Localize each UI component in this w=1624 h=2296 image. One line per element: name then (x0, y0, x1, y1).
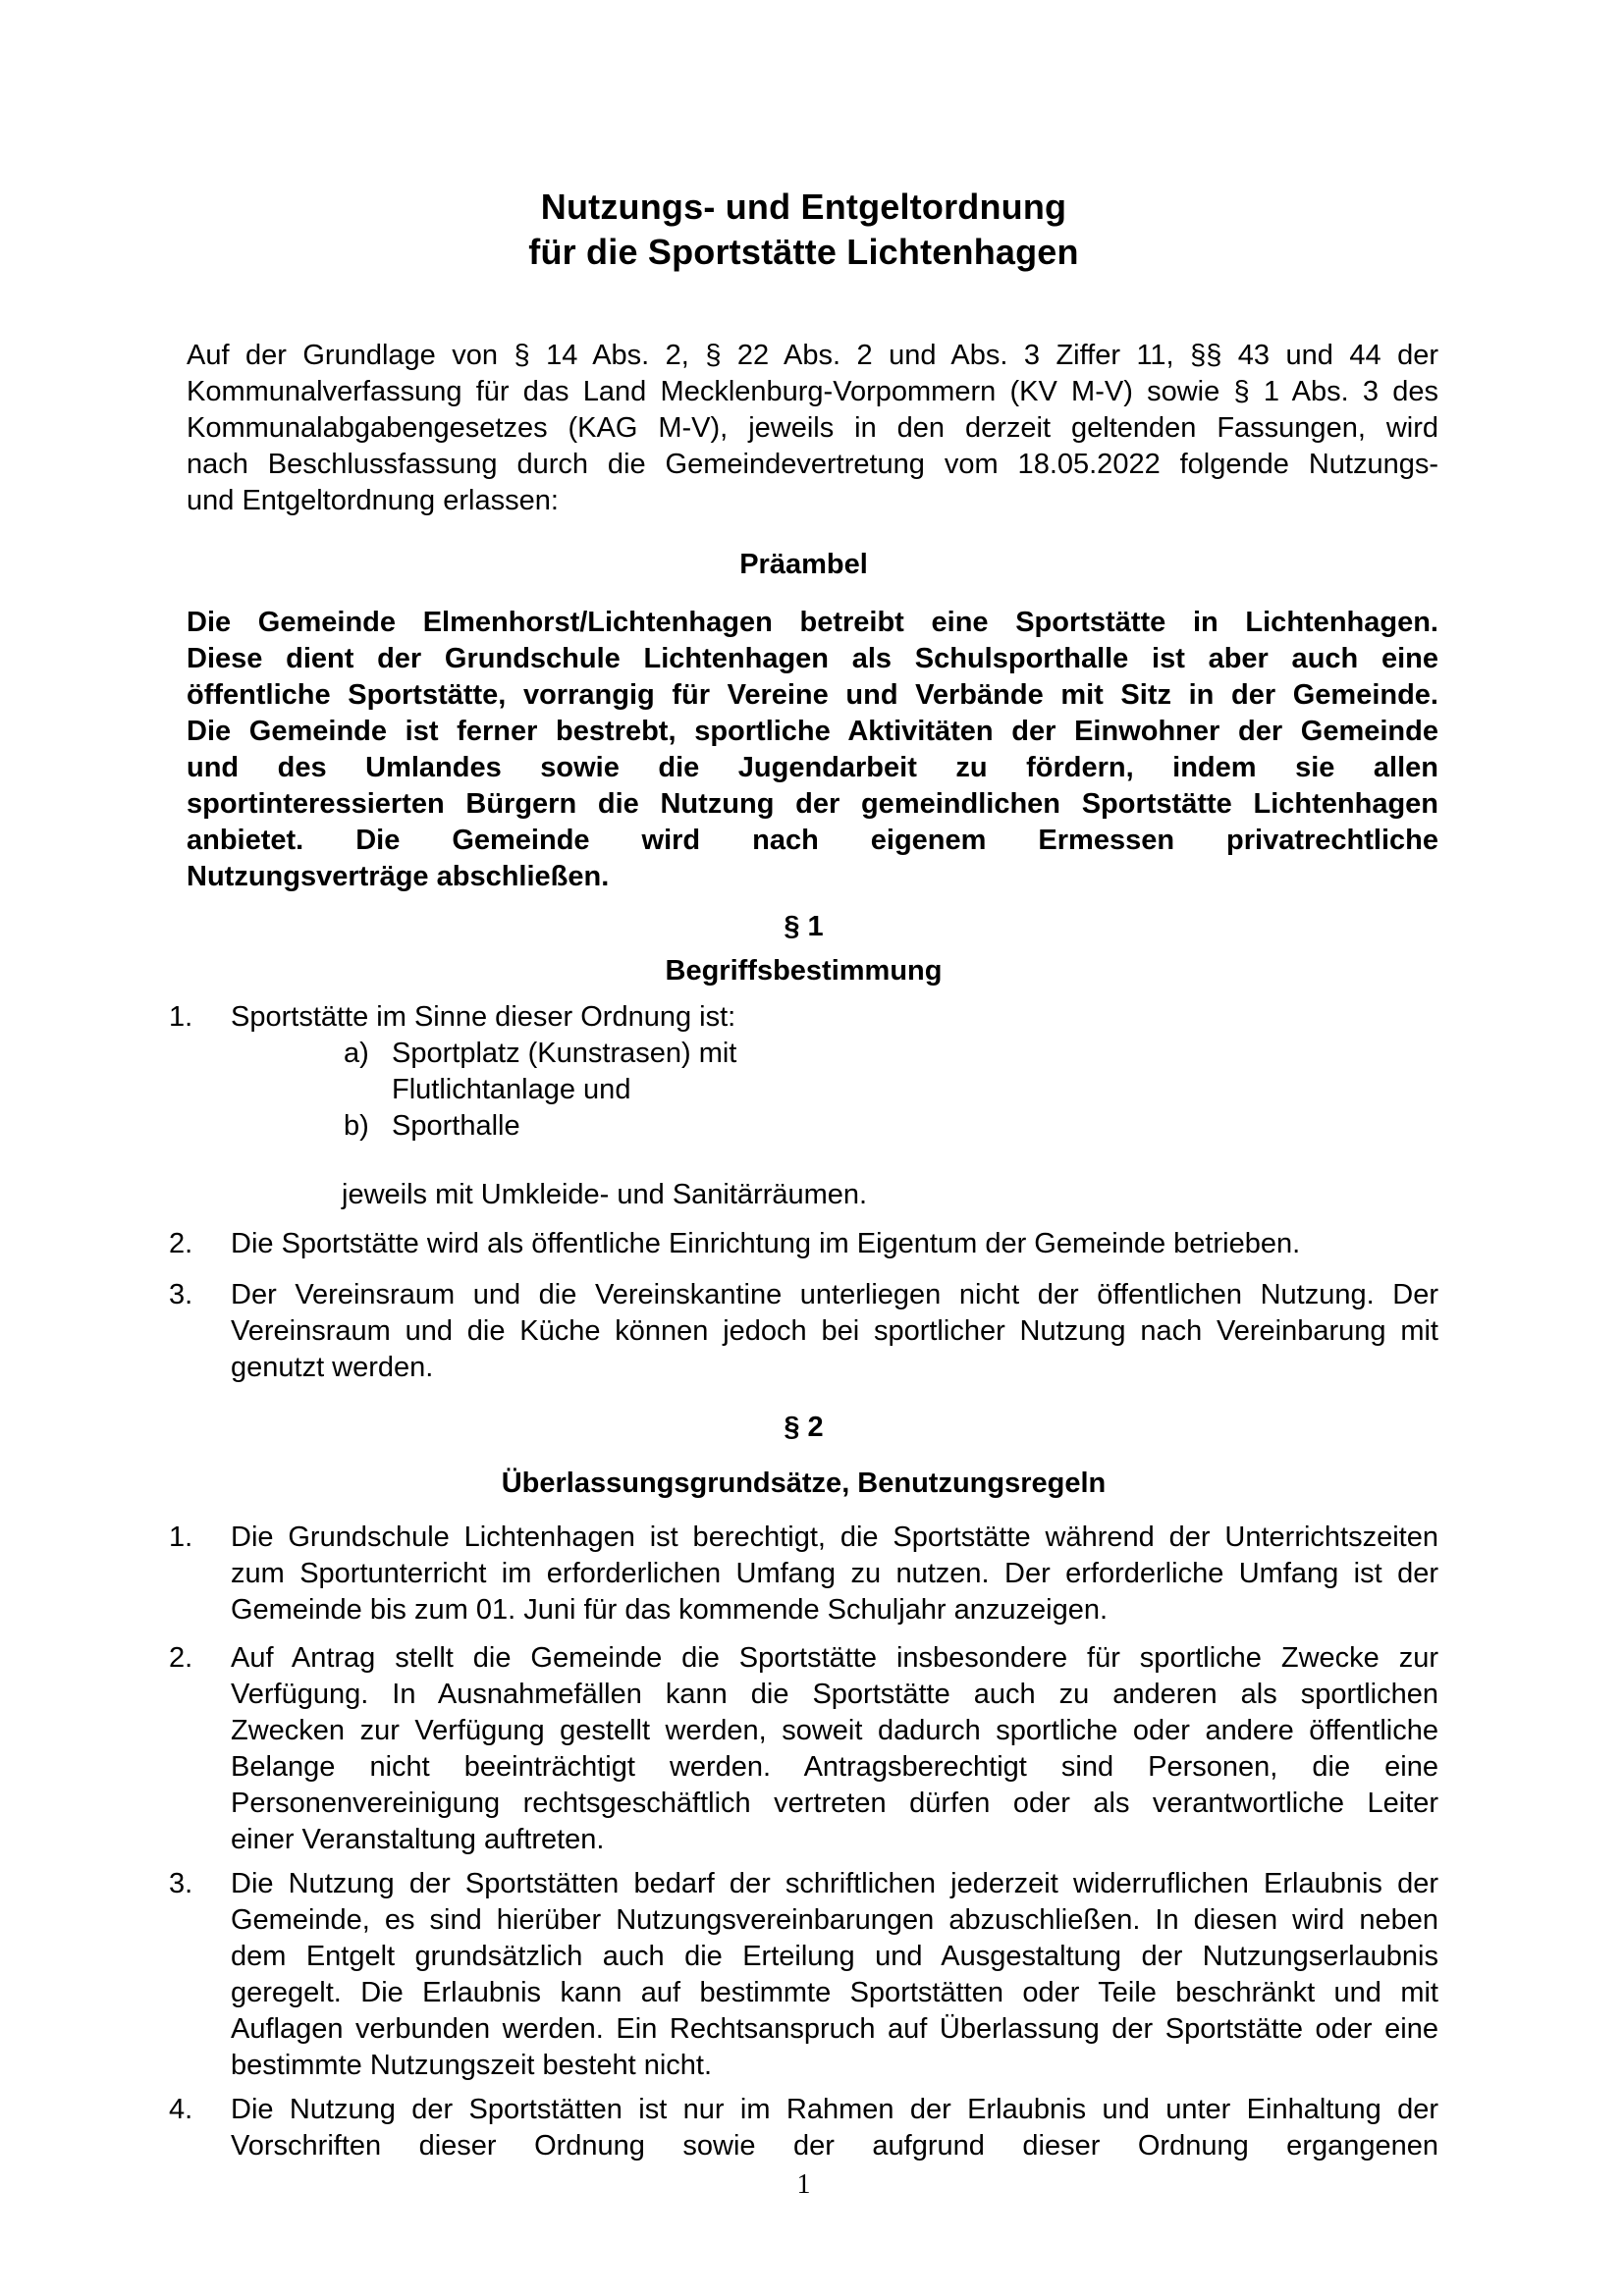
section-1-item-3 (169, 1277, 1438, 1386)
list-number: 2. (169, 1642, 193, 1674)
sublist-text: Sportplatz (Kunstrasen) mit Flutlichtanlage und (392, 1038, 737, 1105)
page-number: 1 (796, 2169, 811, 2200)
list-number: 1. (169, 1522, 193, 1553)
sublist-label: b) (344, 1110, 369, 1142)
intro-paragraph: Auf der Grundlage von § 14 Abs. 2, § 22 Abs. 2 und Abs. 3 Ziffer 11, §§ 43 und 44 der Kommunalverfassung für das Land Mecklenburg-Vorpommern (KV M-V) sowie § 1 Abs. 3 des Kommunalabgabengesetzes (KAG M-V), jeweils in den derzeit geltenden Fassungen, wird nach Beschlussfassung durch die Gemeindevertretung vom 18.05.2022 folgende Nutzungs- und Entgeltordnung erlassen: (187, 340, 1438, 516)
section-2-number: § 2 (784, 1412, 824, 1443)
section-2-item-4-text: Die Nutzung der Sportstätten ist nur im Rahmen der Erlaubnis und unter Einhaltung der Vorschriften dieser Ordnung sowie der aufgrund dieser Ordnung ergangenen (231, 2094, 1438, 2162)
section-1-item-1 (169, 999, 1438, 1145)
document-title: Nutzungs- und Entgeltordnung für die Sportstätte Lichtenhagen (528, 187, 1079, 272)
section-2-item-3 (169, 1866, 1438, 2084)
section-2-item-2 (169, 1640, 1438, 1858)
section-2-item-3-text: Die Nutzung der Sportstätten bedarf der schriftlichen jederzeit widerruflichen Erlaubnis der Gemeinde, es sind hierüber Nutzungsvereinbarungen abzuschließen. In diesen wird neben dem Entgelt grundsätzlich auch die Erteilung und Ausgestaltung der Nutzungserlaubnis geregelt. Die Erlaubnis kann auf bestimmte Sportstätten oder Teile beschränkt und mit Auflagen verbunden werden. Ein Rechtsanspruch auf Überlassung der Sportstätte oder eine bestimmte Nutzungszeit besteht nicht. (231, 1868, 1438, 2081)
list-number: 1. (169, 1001, 193, 1033)
section-1-item-1-text: Sportstätte im Sinne dieser Ordnung ist: (231, 1001, 736, 1033)
section-1-item-1-note: jeweils mit Umkleide- und Sanitärräumen. (342, 1179, 868, 1210)
section-2-item-2-text: Auf Antrag stellt die Gemeinde die Sportstätte insbesondere für sportliche Zwecke zur Verfügung. In Ausnahmefällen kann die Sportstätte auch zu anderen als sportlichen Zwecken zur Verfügung gestellt werden, soweit dadurch sportliche oder andere öffentliche Belange nicht beeinträchtigt werden. Antragsberechtigt sind Personen, die eine Personenvereinigung rechtsgeschäftlich vertreten dürfen oder als verantwortliche Leiter einer Veranstaltung auftreten. (231, 1642, 1438, 1855)
list-number: 3. (169, 1279, 193, 1310)
sublist-label: a) (344, 1038, 369, 1069)
section-2-heading: Überlassungsgrundsätze, Benutzungsregeln (501, 1468, 1107, 1499)
list-number: 3. (169, 1868, 193, 1899)
section-1-item-2-text: Die Sportstätte wird als öffentliche Einrichtung im Eigentum der Gemeinde betrieben. (231, 1228, 1301, 1259)
preamble-heading: Präambel (739, 549, 868, 580)
section-1-heading: Begriffsbestimmung (665, 955, 943, 987)
section-1-item-3-text: Der Vereinsraum und die Vereinskantine unterliegen nicht der öffentlichen Nutzung. Der Vereinsraum und die Küche können jedoch bei sportlicher Nutzung nach Vereinbarung mit genutzt werden. (231, 1279, 1438, 1383)
section-1-number: § 1 (784, 911, 824, 942)
sublist-text: Sporthalle (392, 1110, 520, 1142)
section-1-item-1-sub-b (344, 1108, 1438, 1145)
section-2-item-4 (169, 2092, 1438, 2164)
section-1-item-1-sub-a (344, 1036, 1438, 1108)
section-1-item-2 (169, 1226, 1438, 1262)
preamble-paragraph: Die Gemeinde Elmenhorst/Lichtenhagen betreibt eine Sportstätte in Lichtenhagen. Diese dient der Grundschule Lichtenhagen als Schulsporthalle ist aber auch eine öffentliche Sportstätte, vorrangig für Vereine und Verbände mit Sitz in der Gemeinde. Die Gemeinde ist ferner bestrebt, sportliche Aktivitäten der Einwohner der Gemeinde und des Umlandes sowie die Jugendarbeit zu fördern, indem sie allen sportinteressierten Bürgern die Nutzung der gemeindlichen Sportstätte Lichtenhagen anbietet. Die Gemeinde wird nach eigenem Ermessen privatrechtliche Nutzungsverträge abschließen. (187, 607, 1438, 892)
section-2-item-1-text: Die Grundschule Lichtenhagen ist berechtigt, die Sportstätte während der Unterrichtszeiten zum Sportunterricht im erforderlichen Umfang zu nutzen. Der erforderliche Umfang ist der Gemeinde bis zum 01. Juni für das kommende Schuljahr anzuzeigen. (231, 1522, 1438, 1626)
section-2-item-1 (169, 1520, 1438, 1629)
list-number: 4. (169, 2094, 193, 2125)
list-number: 2. (169, 1228, 193, 1259)
